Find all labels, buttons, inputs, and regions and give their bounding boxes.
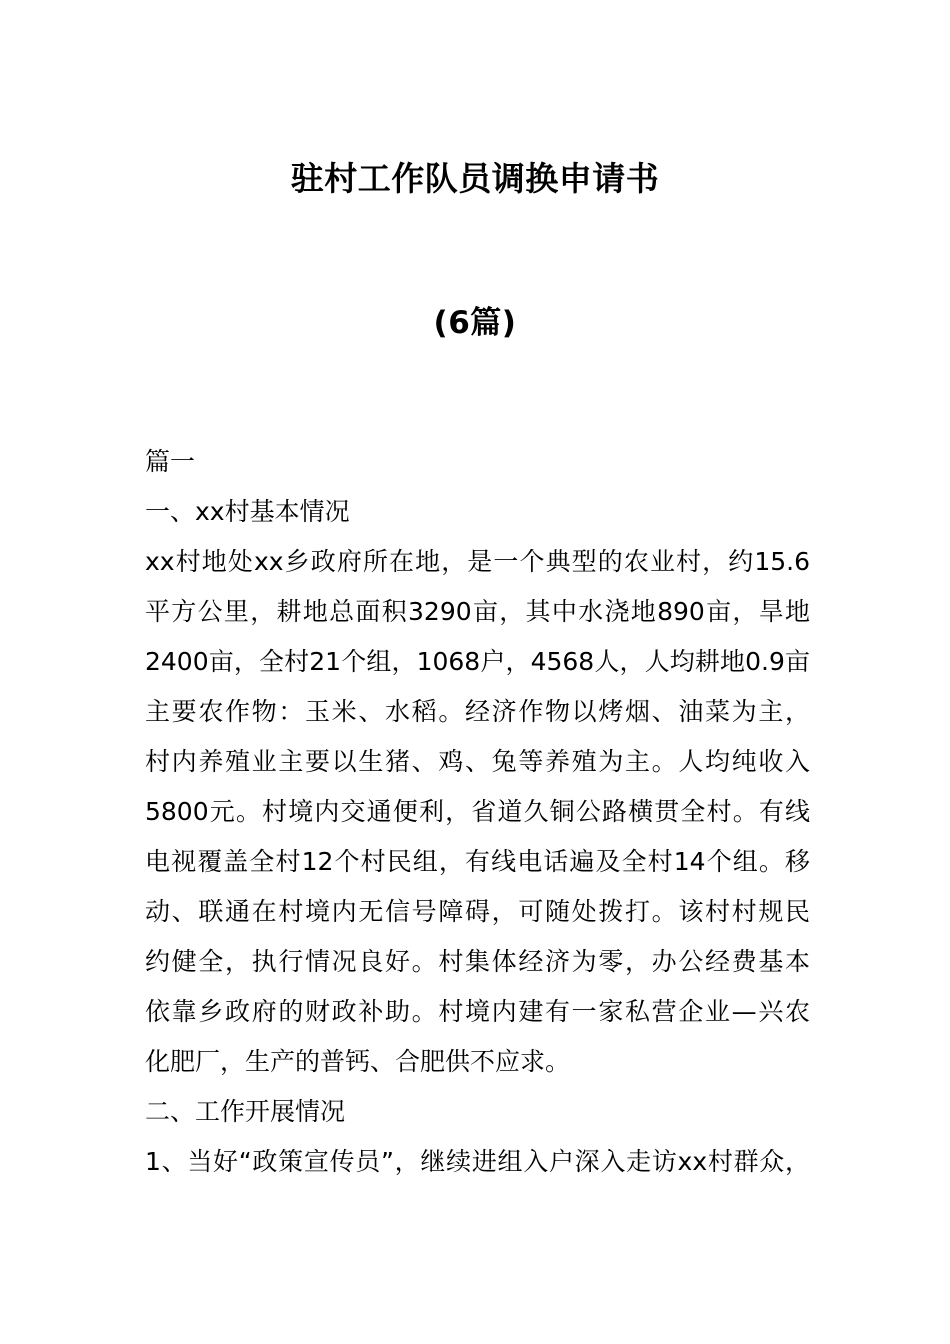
paragraph-line: 2400亩，全村21个组，1068户，4568人，人均耕地0.9亩 [145,647,810,676]
paragraph-line: 化肥厂，生产的普钙、合肥供不应求。 [145,1047,571,1076]
paragraph-line: 村内养殖业主要以生猪、鸡、兔等养殖为主。人均纯收入 [145,747,810,776]
paragraph-line: 约健全，执行情况良好。村集体经济为零，办公经费基本 [145,947,810,976]
section-heading-work-progress: 二、工作开展情况 [145,1097,346,1126]
paragraph-line: 动、联通在村境内无信号障碍，可随处拨打。该村村规民 [145,897,810,926]
document-body [145,437,810,1187]
document-title: 驻村工作队员调换申请书 [290,159,660,198]
section-label: 篇一 [145,447,196,476]
paragraph-line: 依靠乡政府的财政补助。村境内建有一家私营企业—兴农 [145,997,810,1026]
paragraph-line: 1、当好“政策宣传员”，继续进组入户深入走访xx村群众， [145,1147,810,1176]
section-heading-basic-info: 一、xx村基本情况 [145,497,350,526]
paragraph-line: 5800元。村境内交通便利，省道久铜公路横贯全村。有线 [145,797,810,826]
paragraph-line: 电视覆盖全村12个村民组，有线电话遍及全村14个组。移 [145,847,810,876]
paragraph-line: 平方公里，耕地总面积3290亩，其中水浇地890亩，旱地 [145,597,810,626]
document-subtitle: (6篇) [433,305,517,341]
paragraph-line: xx村地处xx乡政府所在地，是一个典型的农业村，约15.6 [145,547,810,576]
paragraph-line: 主要农作物：玉米、水稻。经济作物以烤烟、油菜为主， [145,697,810,726]
